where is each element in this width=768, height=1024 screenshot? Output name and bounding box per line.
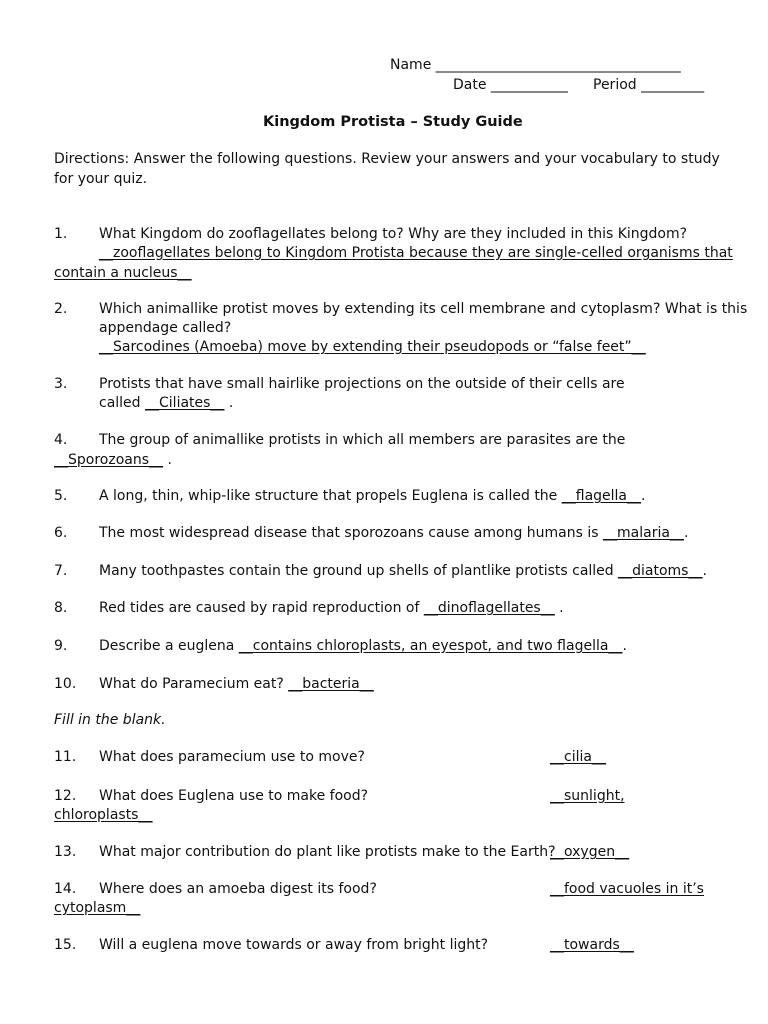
- question-number: 5.: [54, 488, 68, 504]
- question-number: 7.: [54, 563, 68, 579]
- answer-text: __cilia__: [550, 749, 606, 765]
- question-number: 3.: [54, 376, 68, 392]
- question-line: [99, 487, 645, 505]
- answer-text: contain a nucleus__: [54, 265, 192, 281]
- question-number: 12.: [54, 788, 77, 804]
- answer-text: __zooflagellates belong to Kingdom Protista because they are single-celled organisms that: [99, 245, 733, 261]
- period-field: Period _________: [593, 77, 705, 93]
- answer-text: __towards__: [550, 937, 634, 953]
- question-text: The group of animallike protists in which all members are parasites are the: [99, 432, 626, 448]
- question-line: [99, 675, 374, 693]
- question-text: Many toothpastes contain the ground up shells of plantlike protists called: [99, 563, 619, 579]
- punctuation: .: [554, 600, 564, 616]
- question-text: Protists that have small hairlike projections on the outside of their cells are: [99, 376, 625, 392]
- question-number: 15.: [54, 937, 77, 953]
- answer-text: __bacteria__: [288, 676, 374, 692]
- question-number: 2.: [54, 301, 68, 317]
- date-field: Date ___________: [453, 77, 568, 93]
- question-text: Where does an amoeba digest its food?: [99, 881, 377, 897]
- answer-text: __flagella__: [561, 488, 642, 504]
- answer-text: __Ciliates__: [145, 395, 225, 411]
- punctuation: .: [622, 638, 627, 654]
- answer-text: __diatoms__: [618, 563, 703, 579]
- answer-text: __food vacuoles in it’s: [550, 881, 704, 897]
- question-text: The most widespread disease that sporozoans cause among humans is: [99, 525, 604, 541]
- question-number: 4.: [54, 432, 68, 448]
- question-text: appendage called?: [99, 320, 232, 336]
- question-number: 9.: [54, 638, 68, 654]
- punctuation: .: [641, 488, 646, 504]
- question-number: 6.: [54, 525, 68, 541]
- answer-text: chloroplasts__: [54, 807, 153, 823]
- question-line: [99, 599, 564, 617]
- answer-text: __Sporozoans__: [54, 452, 164, 468]
- question-text: Describe a euglena: [99, 638, 239, 654]
- name-field: Name ___________________________________: [390, 57, 681, 73]
- punctuation: .: [683, 525, 689, 541]
- answer-text: __Sarcodines (Amoeba) move by extending their pseudopods or “false feet”__: [99, 339, 646, 355]
- question-number: 13.: [54, 844, 77, 860]
- question-text: Which animallike protist moves by extending its cell membrane and cytoplasm? What is this: [99, 301, 748, 317]
- question-number: 10.: [54, 676, 77, 692]
- answer-line: [54, 451, 172, 469]
- question-number: 11.: [54, 749, 77, 765]
- question-text: What major contribution do plant like protists make to the Earth?: [99, 844, 556, 860]
- question-text: Will a euglena move towards or away from bright light?: [99, 937, 489, 953]
- question-number: 1.: [54, 226, 68, 242]
- answer-text: __malaria__: [603, 525, 684, 541]
- question-line: [99, 524, 688, 542]
- answer-text: __sunlight,: [550, 788, 625, 804]
- question-text: What does Euglena use to make food?: [99, 788, 369, 804]
- punctuation: .: [702, 563, 707, 579]
- question-text: What do Paramecium eat?: [99, 676, 289, 692]
- directions-line-1: Directions: Answer the following questions. Review your answers and your vocabulary to study: [54, 151, 720, 167]
- question-number: 8.: [54, 600, 68, 616]
- question-text: called: [99, 395, 146, 411]
- punctuation: .: [163, 452, 172, 468]
- question-text: What does paramecium use to move?: [99, 749, 365, 765]
- question-line: [99, 637, 627, 655]
- question-number: 14.: [54, 881, 77, 897]
- page-title: Kingdom Protista – Study Guide: [263, 114, 523, 130]
- section-heading: Fill in the blank.: [54, 712, 166, 728]
- directions-line-2: for your quiz.: [54, 171, 148, 187]
- answer-text: __contains chloroplasts, an eyespot, and two flagella__: [238, 638, 623, 654]
- question-line: [99, 394, 233, 412]
- question-text: A long, thin, whip-like structure that propels Euglena is called the: [99, 488, 562, 504]
- question-text: Red tides are caused by rapid reproduction of: [99, 600, 424, 616]
- punctuation: .: [224, 395, 234, 411]
- question-line: [99, 562, 707, 580]
- answer-text: cytoplasm__: [54, 900, 141, 916]
- answer-text: __dinoflagellates__: [423, 600, 555, 616]
- question-text: What Kingdom do zooflagellates belong to? Why are they included in this Kingdom?: [99, 226, 688, 242]
- answer-text: __oxygen__: [550, 844, 630, 860]
